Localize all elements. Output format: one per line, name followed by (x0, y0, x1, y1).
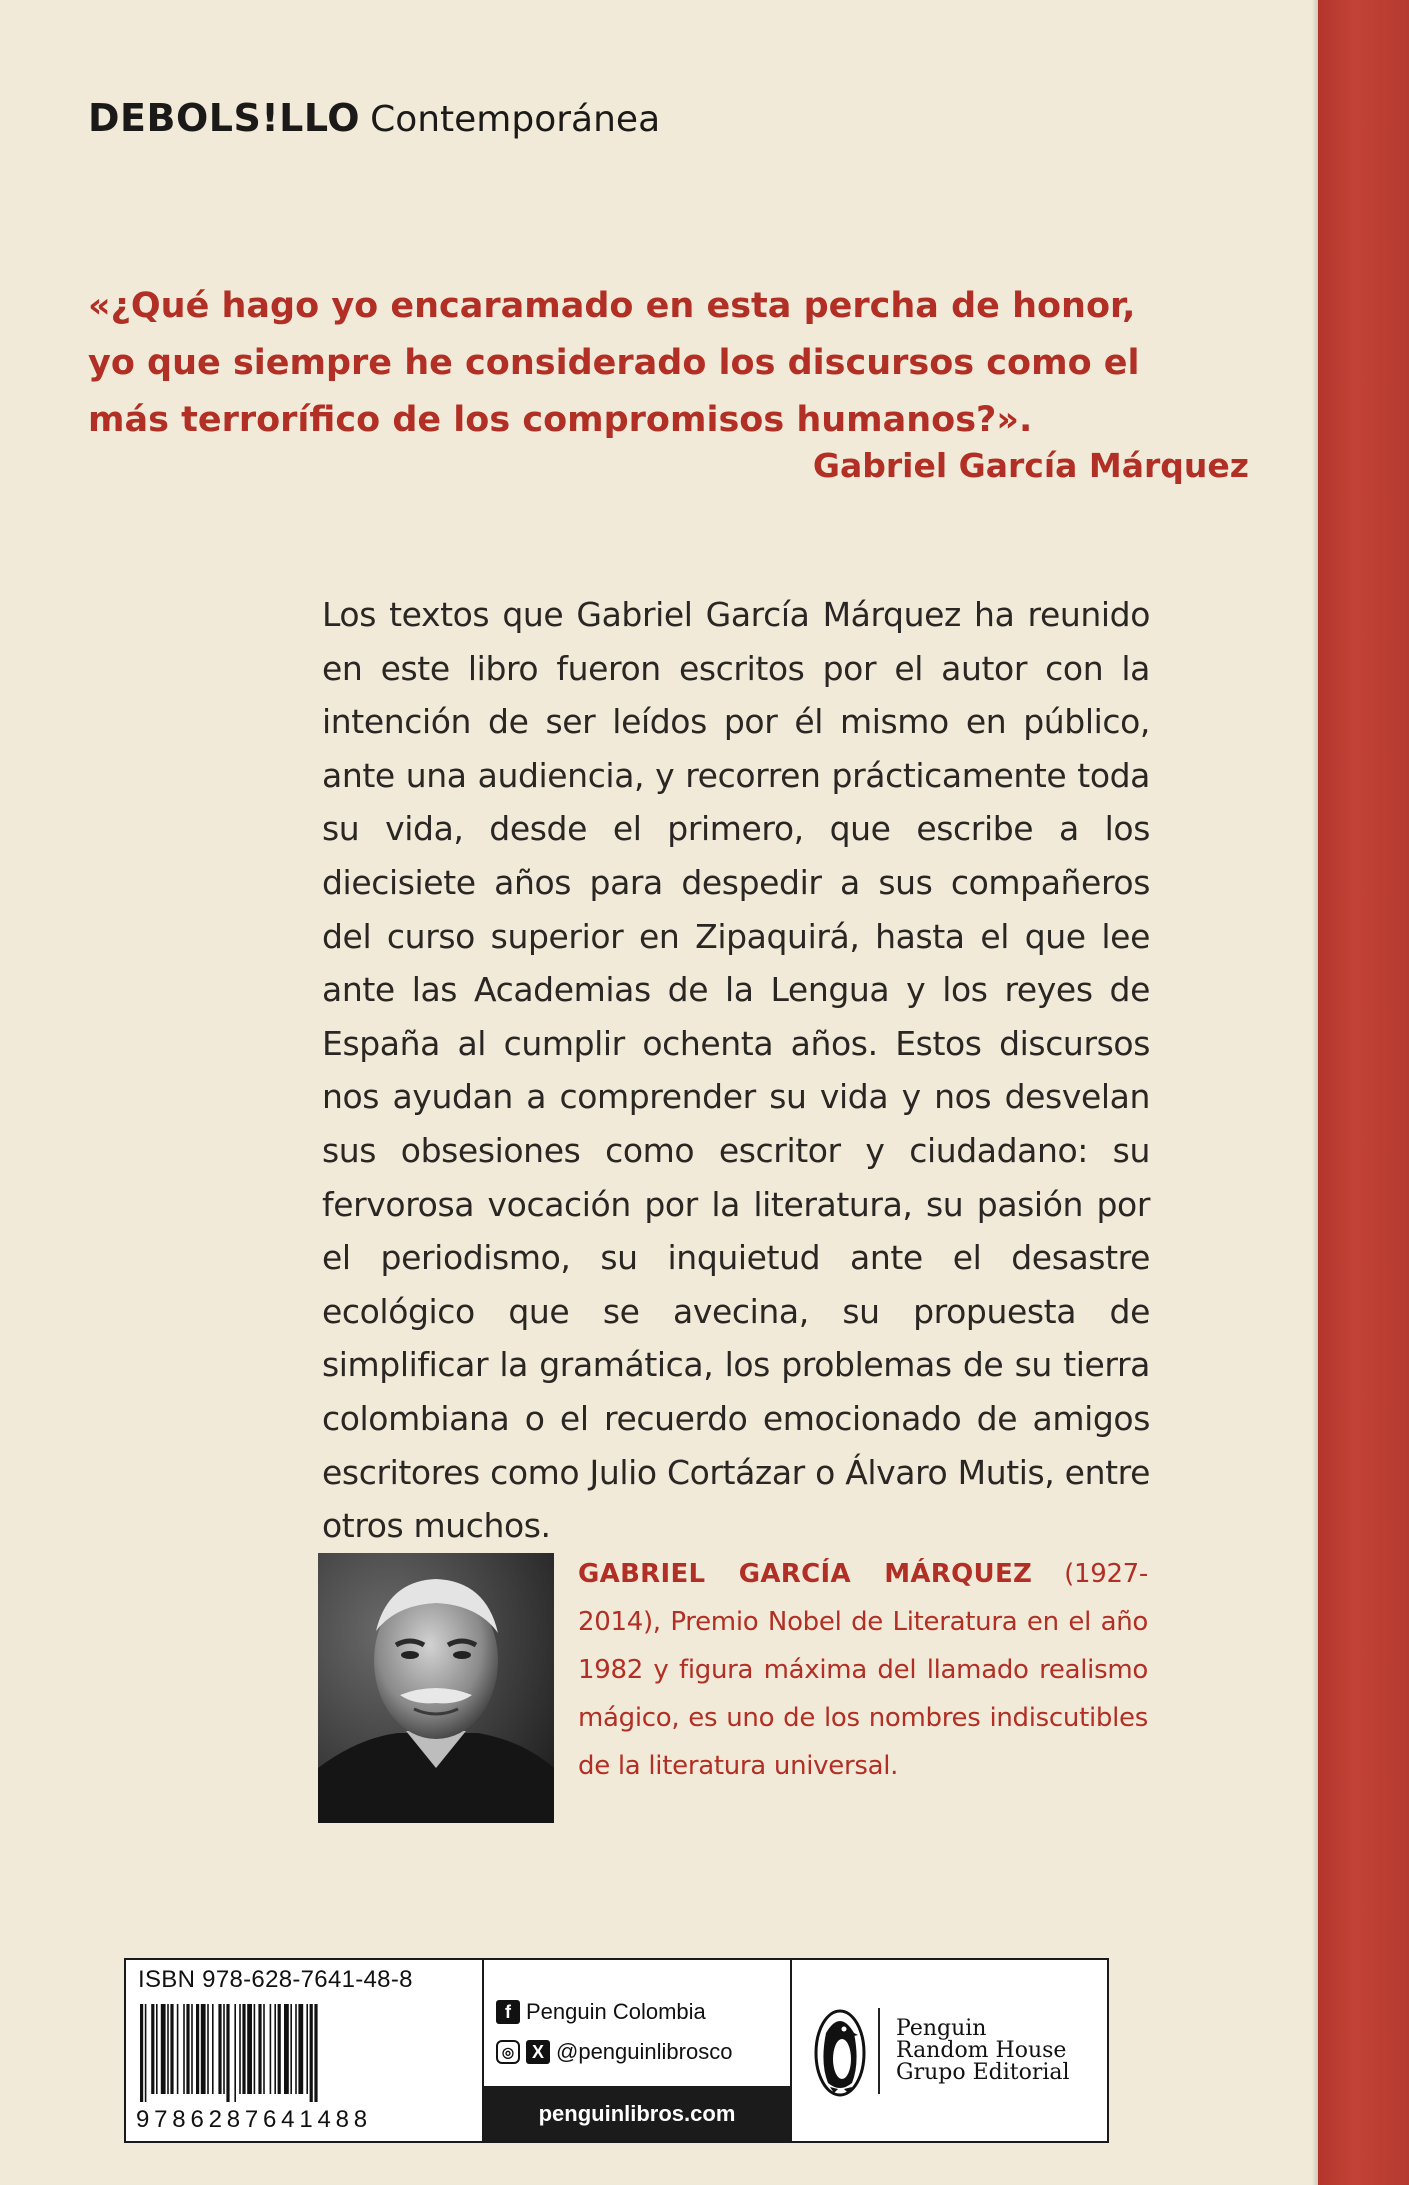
barcode-bar (161, 2004, 166, 2094)
barcode-bar (274, 2004, 276, 2094)
barcode-bar (186, 2004, 189, 2094)
barcode-bar (254, 2004, 256, 2094)
penguin-icon (812, 2003, 868, 2099)
author-portrait-image (318, 1553, 554, 1823)
barcode-bar (310, 2004, 313, 2102)
barcode-bar (258, 2004, 261, 2094)
barcode-bar (263, 2004, 265, 2094)
barcode-bar (298, 2004, 303, 2094)
barcode-bar (151, 2004, 154, 2094)
epigraph-quote: «¿Qué hago yo encaramado en esta percha de honor, yo que siempre he considerado los discursos como el más terrorífico de los compromisos humanos?». (88, 286, 1140, 440)
barcode-panel (124, 1958, 1109, 2143)
barcode-bar (218, 2004, 221, 2094)
x-icon: X (526, 2040, 550, 2064)
series-name: Contemporánea (370, 99, 661, 140)
barcode-bar (156, 2004, 158, 2094)
barcode-bar (278, 2004, 281, 2094)
barcode-bar (145, 2004, 147, 2102)
imprint-header (88, 96, 660, 140)
author-bio-name: GABRIEL GARCÍA MÁRQUEZ (578, 1559, 1033, 1589)
facebook-icon: f (496, 2000, 520, 2024)
panel-divider (790, 1960, 792, 2141)
barcode-bar (295, 2004, 297, 2094)
barcode-bar (234, 2004, 236, 2102)
barcode-bar (196, 2004, 199, 2094)
barcode-bar (170, 2004, 173, 2094)
author-bio (578, 1550, 1148, 1790)
barcode-bar (284, 2004, 289, 2094)
publisher-logo (812, 1996, 1070, 2106)
social-handle-row[interactable] (496, 2032, 732, 2072)
publisher-line-1: Penguin (896, 2016, 987, 2041)
book-spine (1318, 0, 1409, 2185)
barcode-bar (212, 2004, 214, 2094)
barcode-bar (207, 2004, 209, 2094)
isbn-label: ISBN 978-628-7641-48-8 (138, 1966, 413, 1993)
social-links (496, 1992, 732, 2072)
social-handle: @penguinlibrosco (556, 2039, 733, 2064)
barcode-bar (201, 2004, 206, 2094)
imprint-logo: DEBOLS!LLO (88, 96, 361, 140)
barcode-bar (247, 2004, 252, 2094)
quote-author: Gabriel García Márquez (812, 446, 1249, 485)
publisher-line-2: Random House (896, 2038, 1067, 2063)
barcode-digits: 9786287641488 (136, 2106, 372, 2133)
facebook-row[interactable] (496, 1992, 732, 2032)
barcode-bar (239, 2004, 241, 2094)
instagram-icon: ◎ (496, 2040, 520, 2064)
barcode-bar (191, 2004, 193, 2094)
website-link[interactable]: penguinlibros.com (484, 2086, 790, 2141)
author-bio-text: (1927-2014), Premio Nobel de Literatura en el año 1982 y figura máxima del llamado realismo mágico, es uno de los nombres indiscutibles de la literatura universal. (578, 1559, 1149, 1781)
barcode-bar (167, 2004, 169, 2094)
barcode-bars (136, 2004, 476, 2102)
author-photo (318, 1553, 554, 1823)
barcode-bar (242, 2004, 245, 2094)
barcode-bar (223, 2004, 225, 2094)
barcode-bar (177, 2004, 179, 2094)
barcode-bar (314, 2004, 317, 2102)
barcode-bar (140, 2004, 143, 2102)
facebook-label: Penguin Colombia (526, 1999, 706, 2024)
barcode-bar (183, 2004, 185, 2094)
barcode-bar (306, 2004, 308, 2094)
publisher-name (896, 2018, 1070, 2084)
barcode-bar (290, 2004, 292, 2094)
publisher-separator (878, 2008, 880, 2094)
barcode-bar (226, 2004, 229, 2102)
publisher-line-3: Grupo Editorial (896, 2060, 1070, 2085)
barcode-bar (270, 2004, 272, 2094)
book-description: Los textos que Gabriel García Márquez ha reunido en este libro fueron escritos por el autor con la intención de ser leídos por él mismo en público, ante una audiencia, y recorren prácticamente toda su vida, desde el primero, que escribe a los diecisiete años para despedir a sus compañeros del curso superior en Zipaquirá, hasta el que lee ante las Academias de la Lengua y los reyes de España al cumplir ochenta años. Estos discursos nos ayudan a comprender su vida y nos desvelan sus obsesiones como escritor y ciudadano: su fervorosa vocación por la literatura, su pasión por el periodismo, su inquietud ante el desastre ecológico que se avecina, su propuesta de simplificar la gramática, los problemas de su tierra colombiana o el recuerdo emocionado de amigos escritores como Julio Cortázar o Álvaro Mutis, entre otros muchos. (322, 595, 1150, 1546)
